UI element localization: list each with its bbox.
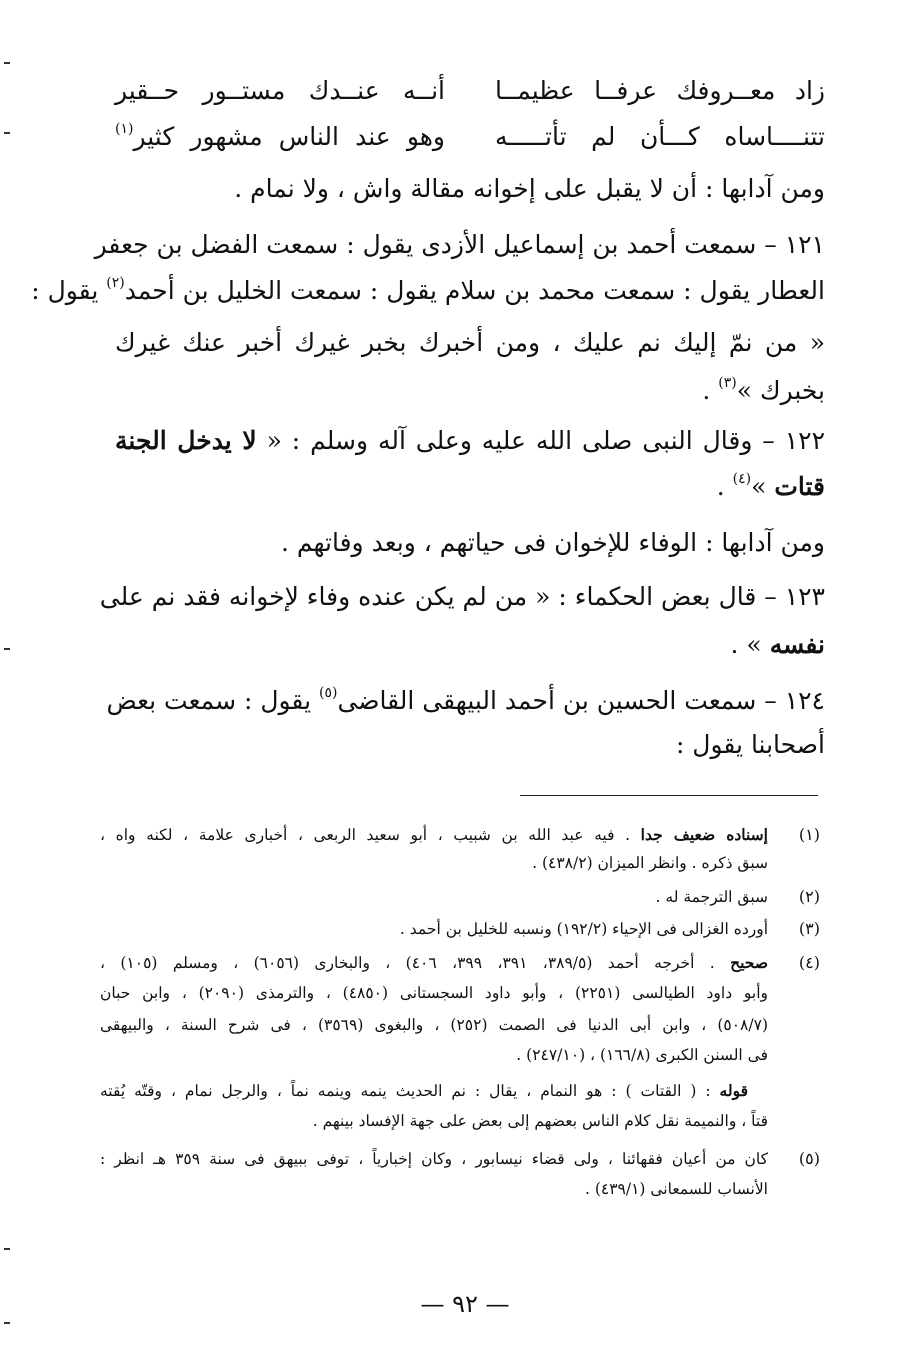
scan-mark: [4, 62, 10, 64]
verse-2-second-text: وهو عند الناس مشهور كثير: [133, 122, 445, 151]
paragraph-line: ومن آدابها : أن لا يقبل على إخوانه مقالة واش ، ولا نمام .: [234, 174, 825, 203]
quote-line: [115, 374, 825, 408]
verse-line-2: [115, 120, 825, 154]
scan-mark: [4, 648, 10, 650]
footnote-text: : ( القتات ) : هو النمام ، يقال : نم الحديث ينمه وينمه نماً ، والرجل نمام ، وقتّه يُقته: [100, 1082, 711, 1100]
footnote-line: الأنساب للسمعانى (٤٣٩/١) .: [584, 1180, 768, 1198]
text-run: .: [716, 472, 725, 501]
footnote-line: قتاً ، والنميمة نقل كلام الناس بعضهم إلى بعض على جهة الإفساد بينهم .: [312, 1112, 768, 1130]
paragraph-line: [115, 424, 825, 458]
text-run: بخبرك »: [736, 376, 825, 405]
footnote-text: . فيه عبد الله بن شبيب ، أبو سعيد الربعى ، أخبارى علامة ، لكنه واه ،: [100, 826, 631, 844]
scan-mark: [4, 132, 10, 134]
hadith-text: قتات: [774, 472, 825, 501]
text-run: »: [751, 472, 767, 501]
verse-line-1: [115, 74, 825, 108]
paragraph-line: [115, 470, 825, 504]
hadith-text: لا يدخل الجنة: [115, 426, 257, 455]
quote-text: نفسه: [769, 630, 825, 659]
paragraph-line: [106, 684, 825, 718]
text-run: ١٢٤ – سمعت الحسين بن أحمد البيهقى القاضى: [337, 686, 825, 715]
footnote-ref-2: (٢): [106, 275, 125, 291]
text-run: » .: [730, 630, 762, 659]
scan-mark: [4, 1322, 10, 1324]
verse-2-second-hemistich: [115, 120, 445, 154]
footnote-ref-4: (٤): [732, 471, 752, 487]
footnote-line: [100, 1078, 748, 1104]
text-run: يقول :: [31, 276, 99, 305]
footnote-bold: إسناده ضعيف جدا: [640, 825, 768, 844]
footnote-line: [100, 822, 768, 848]
footnote-ref-5: (٥): [319, 685, 338, 701]
page-number: — ٩٢ —: [420, 1290, 510, 1318]
footnote-ref-3: (٣): [718, 375, 737, 391]
verse-1-second-hemistich: أنــه عنــدك مستــور حــقير: [115, 76, 445, 105]
paragraph-line: ١٢١ – سمعت أحمد بن إسماعيل الأزدى يقول : سمعت الفضل بن جعفر: [94, 230, 825, 259]
paragraph-line: [31, 274, 825, 308]
scan-mark: [4, 1248, 10, 1250]
footnote-number: (٣): [798, 919, 820, 938]
footnote-number: (٢): [798, 887, 820, 906]
footnote-bold: قوله: [719, 1081, 748, 1100]
footnote-line: فى السنن الكبرى (١٦٦/٨) ، (٢٤٧/١٠) .: [516, 1046, 768, 1064]
verse-1-first-hemistich: زاد معــروفك عرفــا عظيمــا: [495, 76, 825, 105]
footnote-number: (٤): [798, 953, 820, 972]
footnote-line: سبق الترجمة له .: [655, 888, 768, 906]
footnote-line: (٥٠٨/٧) ، وابن أبى الدنيا فى الصمت (٢٥٢) ، والبغوى (٣٥٦٩) ، فى شرح السنة ، والبيهقى: [100, 1016, 768, 1034]
footnote-line: كان من أعيان فقهائنا ، ولى قضاء نيسابور ، وكان إخبارياً ، توفى ببيهق فى سنة ٣٥٩ هـ انظر :: [100, 1150, 769, 1168]
verse-2-first-hemistich: تتنــــاساه كـــأن لم تأتـــــه: [495, 122, 825, 151]
footnote-line: سبق ذكره . وانظر الميزان (٤٣٨/٢) .: [532, 854, 768, 872]
footnote-separator: [520, 795, 818, 796]
paragraph-line: ومن آدابها : الوفاء للإخوان فى حياتهم ، وبعد وفاتهم .: [280, 528, 825, 557]
footnote-ref-1: (١): [115, 121, 134, 137]
paragraph-line: ١٢٣ – قال بعض الحكماء : « من لم يكن عنده وفاء لإخوانه فقد نم على: [99, 582, 825, 611]
text-run: ١٢٢ – وقال النبى صلى الله عليه وعلى آله وسلم : «: [266, 426, 826, 455]
footnote-bold: صحيح: [730, 953, 768, 972]
paragraph-line: [115, 628, 825, 662]
quote-line: « من نمّ إليك نم عليك ، ومن أخبرك بخبر غيرك أخبر عنك غيرك: [115, 328, 825, 357]
footnote-text: . أخرجه أحمد (٣٨٩/٥، ٣٩١، ٣٩٩، ٤٠٦) ، والبخارى (٦٠٥٦) ، ومسلم (١٠٥) ،: [100, 954, 715, 972]
footnote-number: (١): [798, 825, 820, 844]
text-run: يقول : سمعت بعض: [106, 686, 312, 715]
paragraph-line: أصحابنا يقول :: [675, 730, 825, 759]
text-run: العطار يقول : سمعت محمد بن سلام يقول : سمعت الخليل بن أحمد: [124, 276, 825, 305]
footnote-line: وأبو داود الطيالسى (٢٢٥١) ، وأبو داود السجستانى (٤٨٥٠) ، والترمذى (٢٠٩٠) ، وابن حبان: [100, 984, 768, 1002]
footnote-number: (٥): [798, 1149, 820, 1168]
footnote-line: أورده الغزالى فى الإحياء (١٩٢/٢) ونسبه للخليل بن أحمد .: [399, 920, 768, 938]
text-run: .: [702, 376, 711, 405]
footnote-line: [100, 950, 768, 976]
